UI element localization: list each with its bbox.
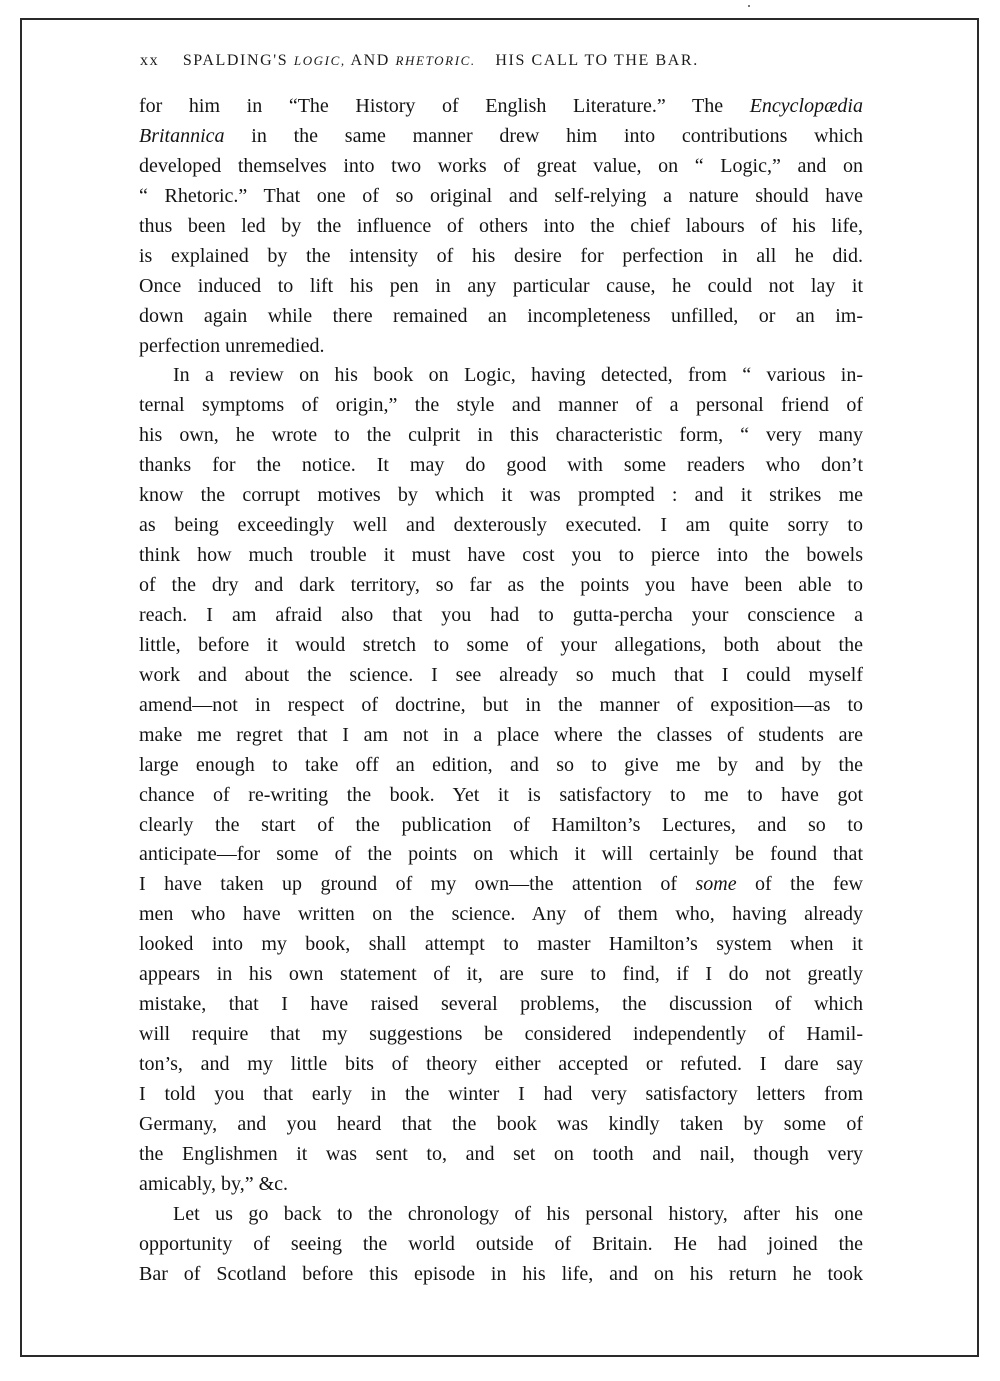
text-line: looked into my book, shall attempt to master Hamilton’s system when it bbox=[139, 933, 863, 956]
text-line: thanks for the notice. It may do good with some readers who don’t bbox=[139, 454, 863, 477]
text-line: is explained by the intensity of his desire for perfection in all he did. bbox=[139, 244, 863, 267]
text-line: developed themselves into two works of great value, on “ Logic,” and on bbox=[139, 154, 863, 177]
body-text bbox=[139, 92, 863, 1290]
text-line: little, before it would stretch to some of your allegations, both about the bbox=[139, 633, 863, 656]
text-line: amend—not in respect of doctrine, but in the manner of exposition—as to bbox=[139, 693, 863, 716]
text-line: thus been led by the influence of others into the chief labours of his life, bbox=[139, 214, 863, 237]
text-line: make me regret that I am not in a place where the classes of students are bbox=[139, 723, 863, 746]
text-line: will require that my suggestions be considered independently of Hamil- bbox=[139, 1023, 863, 1046]
header-work-logic: LOGIC, bbox=[293, 53, 346, 68]
text-line: men who have written on the science. Any of them who, having already bbox=[139, 903, 863, 926]
text-line: mistake, that I have raised several problems, the discussion of which bbox=[139, 993, 863, 1016]
header-section-title: HIS CALL TO THE BAR. bbox=[495, 52, 699, 69]
text-line: of the dry and dark territory, so far as the points you have been able to bbox=[139, 574, 863, 596]
paragraph-first-line: In a review on his book on Logic, having detected, from “ various in- bbox=[173, 364, 863, 387]
text-line: reach. I am afraid also that you had to gutta-percha your conscience a bbox=[139, 603, 863, 626]
paragraph-first-line: Let us go back to the chronology of his personal history, after his one bbox=[173, 1202, 863, 1225]
running-header bbox=[140, 52, 860, 70]
text-line: chance of re-writing the book. Yet it is satisfactory to me to have got bbox=[139, 783, 863, 806]
text-line: his own, he wrote to the culprit in this characteristic form, “ very many bbox=[139, 424, 863, 447]
text-line: appears in his own statement of it, are sure to find, if I do not greatly bbox=[139, 963, 863, 986]
text-line: the Englishmen it was sent to, and set on tooth and nail, though very bbox=[139, 1142, 863, 1165]
text-line: I have taken up ground of my own—the attention of some of the few bbox=[139, 873, 863, 896]
text-line: Britannica in the same manner drew him into contributions which bbox=[139, 124, 863, 147]
text-line: opportunity of seeing the world outside of Britain. He had joined the bbox=[139, 1232, 863, 1255]
text-line: Once induced to lift his pen in any particular cause, he could not lay it bbox=[139, 274, 863, 297]
text-line: perfection unremedied. bbox=[139, 334, 325, 357]
text-line: think how much trouble it must have cost you to pierce into the bowels bbox=[139, 544, 863, 567]
text-line: clearly the start of the publication of Hamilton’s Lectures, and so to bbox=[139, 813, 863, 836]
page-number: xx bbox=[140, 52, 160, 69]
header-and: AND bbox=[350, 52, 390, 69]
text-line: work and about the science. I see already so much that I could myself bbox=[139, 663, 863, 686]
text-line: Germany, and you heard that the book was kindly taken by some of bbox=[139, 1112, 863, 1135]
text-line: ternal symptoms of origin,” the style and manner of a personal friend of bbox=[139, 394, 863, 417]
scan-speck bbox=[748, 5, 750, 7]
header-author: SPALDING'S bbox=[182, 52, 289, 69]
text-line: down again while there remained an incompleteness unfilled, or an im- bbox=[139, 304, 863, 327]
text-line: I told you that early in the winter I had very satisfactory letters from bbox=[139, 1082, 863, 1105]
text-line: large enough to take off an edition, and so to give me by and by the bbox=[139, 753, 863, 776]
text-line: Bar of Scotland before this episode in his life, and on his return he took bbox=[139, 1262, 863, 1285]
text-line: anticipate—for some of the points on which it will certainly be found that bbox=[139, 843, 863, 866]
text-line: know the corrupt motives by which it was prompted : and it strikes me bbox=[139, 484, 863, 507]
text-line: for him in “The History of English Literature.” The Encyclopædia bbox=[139, 95, 863, 117]
header-work-rhetoric: RHETORIC. bbox=[395, 53, 476, 68]
text-line: amicably, by,” &c. bbox=[139, 1172, 289, 1195]
text-line: ton’s, and my little bits of theory either accepted or refuted. I dare say bbox=[139, 1053, 863, 1075]
text-line: as being exceedingly well and dexterously executed. I am quite sorry to bbox=[139, 514, 863, 537]
text-line: “ Rhetoric.” That one of so original and self-relying a nature should have bbox=[139, 184, 863, 207]
